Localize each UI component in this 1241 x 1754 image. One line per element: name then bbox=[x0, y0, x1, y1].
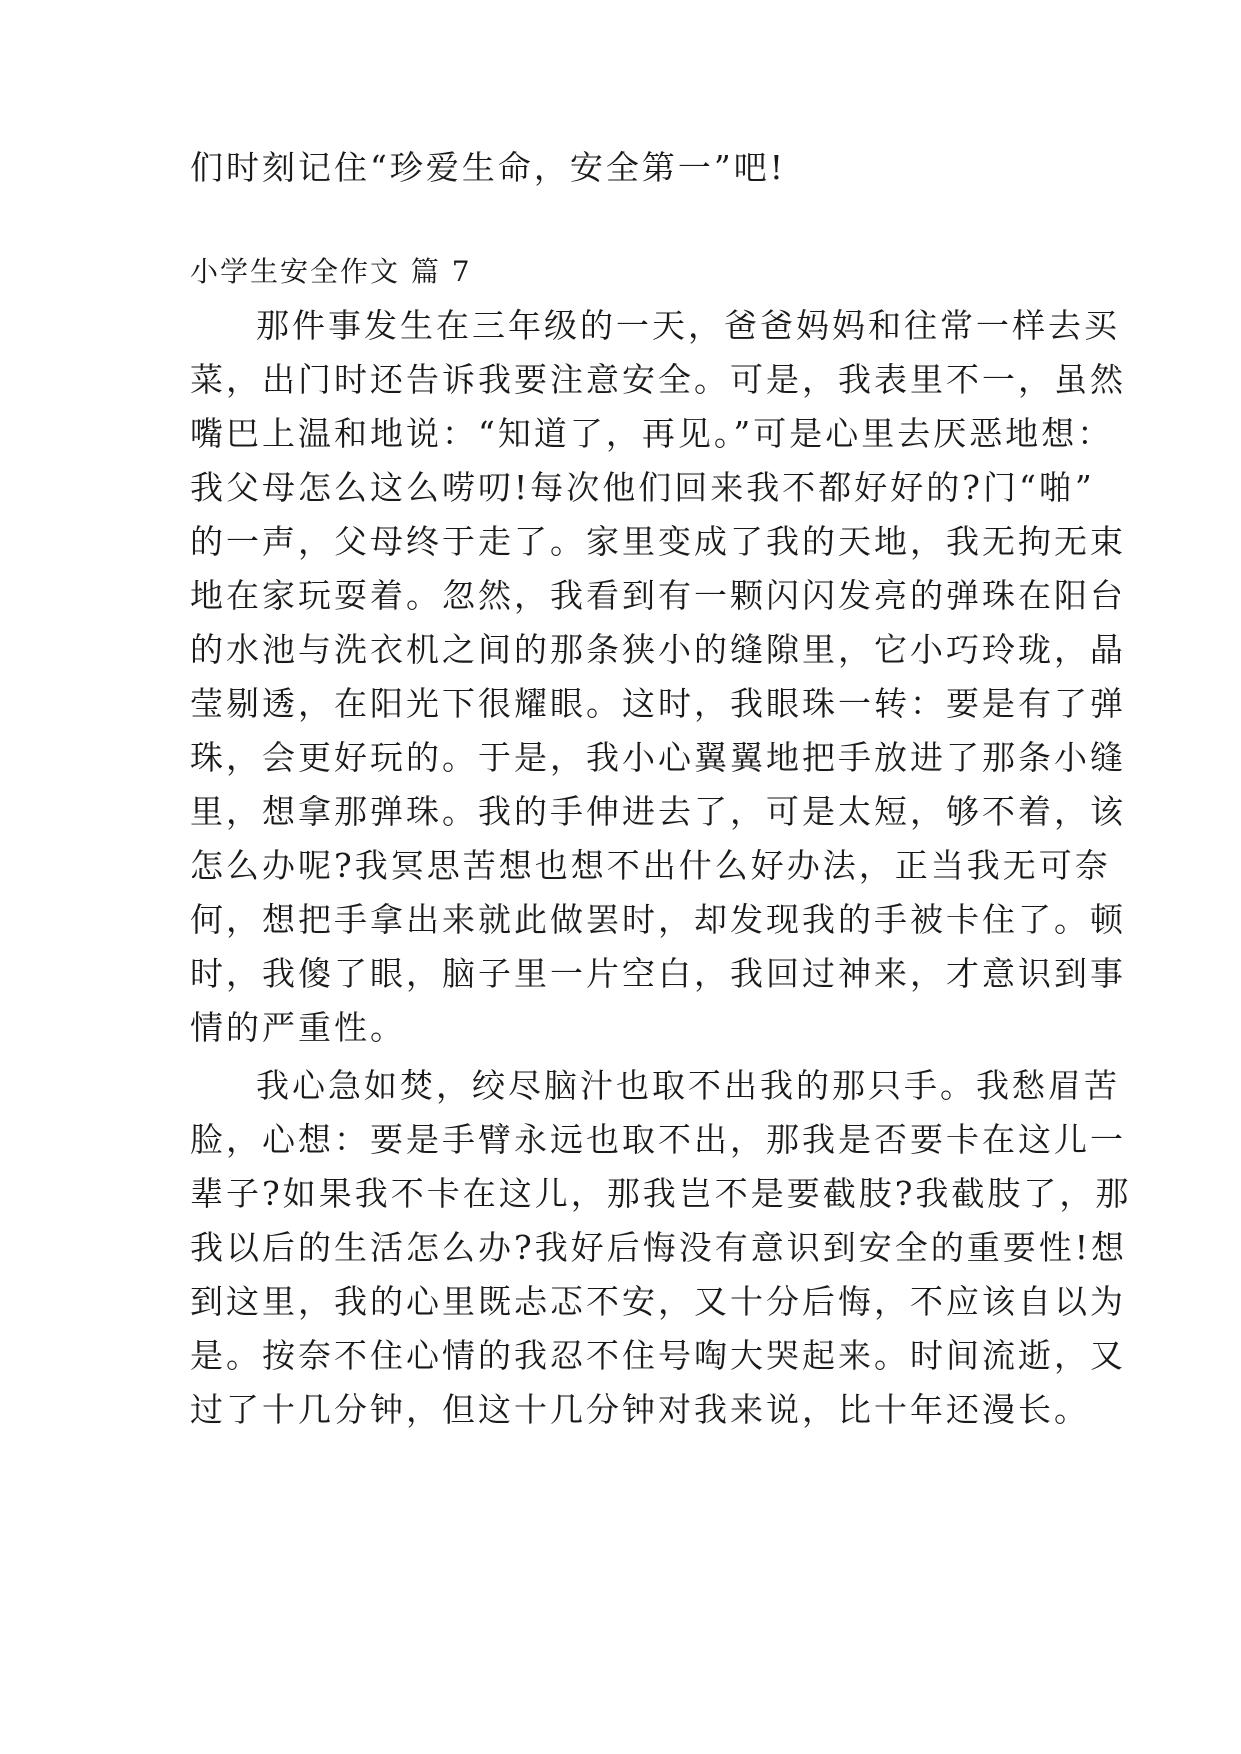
paragraph-line: 到这里，我的心里既忐忑不安，又十分后悔，不应该自以为 bbox=[190, 1282, 1126, 1321]
paragraph-line: 的水池与洗衣机之间的那条狭小的缝隙里，它小巧玲珑，晶 bbox=[190, 630, 1126, 669]
paragraph-line: 情的严重性。 bbox=[190, 1008, 406, 1047]
paragraph-line: 地在家玩耍着。忽然，我看到有一颗闪闪发亮的弹珠在阳台 bbox=[190, 576, 1126, 615]
paragraph-line: 那件事发生在三年级的一天，爸爸妈妈和往常一样去买 bbox=[256, 306, 1120, 345]
paragraph-line: 我心急如焚，绞尽脑汁也取不出我的那只手。我愁眉苦 bbox=[256, 1066, 1120, 1105]
paragraph-line: 嘴巴上温和地说：“知道了，再见。”可是心里去厌恶地想： bbox=[190, 414, 1114, 453]
paragraph-line: 我父母怎么这么唠叨!每次他们回来我不都好好的?门“啪” bbox=[190, 468, 1095, 507]
paragraph-line: 辈子?如果我不卡在这儿，那我岂不是要截肢?我截肢了，那 bbox=[190, 1174, 1132, 1213]
paragraph-line: 菜，出门时还告诉我要注意安全。可是，我表里不一，虽然 bbox=[190, 360, 1126, 399]
paragraph-line: 过了十几分钟，但这十几分钟对我来说，比十年还漫长。 bbox=[190, 1390, 1090, 1429]
section-title: 小学生安全作文 篇 7 bbox=[190, 255, 472, 288]
paragraph-line: 时，我傻了眼，脑子里一片空白，我回过神来，才意识到事 bbox=[190, 954, 1126, 993]
paragraph-line: 何，想把手拿出来就此做罢时，却发现我的手被卡住了。顿 bbox=[190, 900, 1126, 939]
paragraph-line: 脸，心想：要是手臂永远也取不出，那我是否要卡在这儿一 bbox=[190, 1120, 1126, 1159]
paragraph-line: 莹剔透，在阳光下很耀眼。这时，我眼珠一转：要是有了弹 bbox=[190, 684, 1126, 723]
paragraph-line: 怎么办呢?我冥思苦想也想不出什么好办法，正当我无可奈 bbox=[190, 846, 1111, 885]
carryover-line: 们时刻记住“珍爱生命，安全第一”吧! bbox=[190, 148, 787, 187]
paragraph-line: 珠，会更好玩的。于是，我小心翼翼地把手放进了那条小缝 bbox=[190, 738, 1126, 777]
paragraph-line: 我以后的生活怎么办?我好后悔没有意识到安全的重要性!想 bbox=[190, 1228, 1127, 1267]
paragraph-line: 的一声，父母终于走了。家里变成了我的天地，我无拘无束 bbox=[190, 522, 1126, 561]
paragraph-line: 是。按奈不住心情的我忍不住号啕大哭起来。时间流逝，又 bbox=[190, 1336, 1126, 1375]
paragraph-line: 里，想拿那弹珠。我的手伸进去了，可是太短，够不着，该 bbox=[190, 792, 1126, 831]
